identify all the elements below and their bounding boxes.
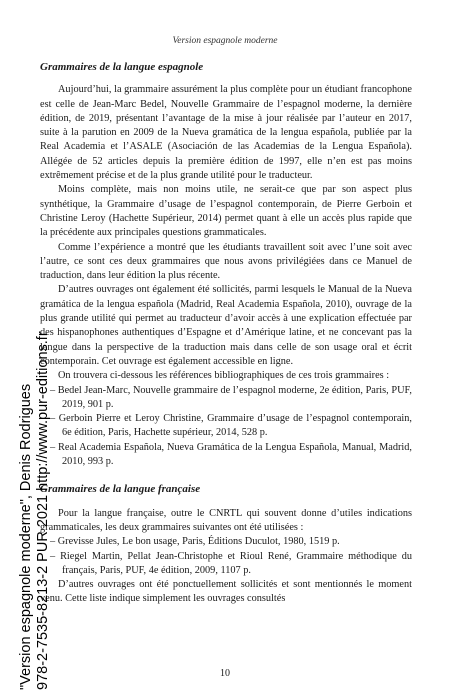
reference-item: – Grevisse Jules, Le bon usage, Paris, Éditions Duculot, 1980, 1519 p. xyxy=(50,536,340,548)
reference-item: – Bedel Jean-Marc, Nouvelle grammaire de l’espagnol moderne, 2e édition, Paris, PUF, 2019, 901 p. xyxy=(50,384,412,410)
watermark-line: 978-2-7535-8213-2 PUR 2021 http://www.pur-editions.fr xyxy=(35,331,51,690)
page-number: 10 xyxy=(220,668,230,679)
paragraph: D’autres ouvrages ont été ponctuellement sollicités et sont mentionnés le moment venu. Cette liste indique simplement les ouvrages consultés xyxy=(40,579,412,605)
watermark-line: "Version espagnole moderne", Denis Rodrigues xyxy=(18,383,34,690)
reference-list-french xyxy=(40,535,412,578)
paragraph: Moins complète, mais non moins utile, ne serait-ce que par son aspect plus synthétique, la Grammaire d’usage de l’espagnol contemporain, de Pierre Gerboin et Christine Leroy (Hachette Supérieur, 2014) permet quant à elle un accès plus rapide que la précédente aux principales questions grammaticales. xyxy=(40,184,412,239)
paragraph: On trouvera ci-dessous les références bibliographiques de ces trois grammaires : xyxy=(58,370,390,382)
running-head: Version espagnole moderne xyxy=(172,36,278,46)
reference-item: – Riegel Martin, Pellat Jean-Christophe et Rioul René, Grammaire méthodique du français, Paris, PUF, 4e édition, 2009, 1107 p. xyxy=(50,550,412,576)
reference-list-spanish xyxy=(40,384,412,470)
page-body xyxy=(40,58,412,607)
reference-item: – Real Academia Española, Nueva Gramática de la Lengua Española, Manual, Madrid, 2010, 993 p. xyxy=(50,441,412,468)
section-heading-spanish: Grammaires de la langue espagnole xyxy=(40,61,204,73)
section-heading-french: Grammaires de la langue française xyxy=(40,483,201,496)
paragraph: Pour la langue française, outre le CNRTL qui souvent donne d’utiles indications grammaticales, les deux grammaires suivantes ont été utilisées : xyxy=(40,507,412,533)
paragraph: D’autres ouvrages ont également été sollicités, parmi lesquels le Manual de la Nueva gramática de la lengua española (Madrid, Real Academia Española, 2010), ouvrage de la plus grande utilité qui permet au traducteur d’avoir accès à une explication effectuée par des hispanophones authentiques d’Espagne et d’Amérique latine, et ne concevant pas la langue dans la perspective de la traduction mais dans celle de son usage oral et écrit contemporain. Cet ouvrage est également accessible en ligne. xyxy=(40,284,412,367)
reference-item: – Gerboin Pierre et Leroy Christine, Grammaire d’usage de l’espagnol contemporain, 6e édition, Paris, Hachette supérieur, 2014, 528 p. xyxy=(50,413,412,439)
copyright-watermark xyxy=(18,331,52,690)
paragraph: Aujourd’hui, la grammaire assurément la plus complète pour un étudiant francophone est celle de Jean-Marc Bedel, Nouvelle Grammaire de l’espagnol moderne, la dernière édition, de 2019, présentant l’avantage de la mise à jour réalisée par l’auteur en 2017, suite à la parution en 2009 de la Nueva gramática de la lengua española, publiée par la Real Academia et l’ASALE (Asociación de las Academias de la Lengua Española). Allégée de 52 articles depuis la première édition de 1997, elle n’en est pas moins extrêmement précise et de la plus grande utilité pour le traducteur. xyxy=(40,84,412,182)
paragraph: Comme l’expérience a montré que les étudiants travaillent soit avec l’une soit avec l’autre, ce sont ces deux grammaires que nous avons privilégiées dans ce Manuel de traduction, dans leur édition la plus récente. xyxy=(40,241,412,282)
